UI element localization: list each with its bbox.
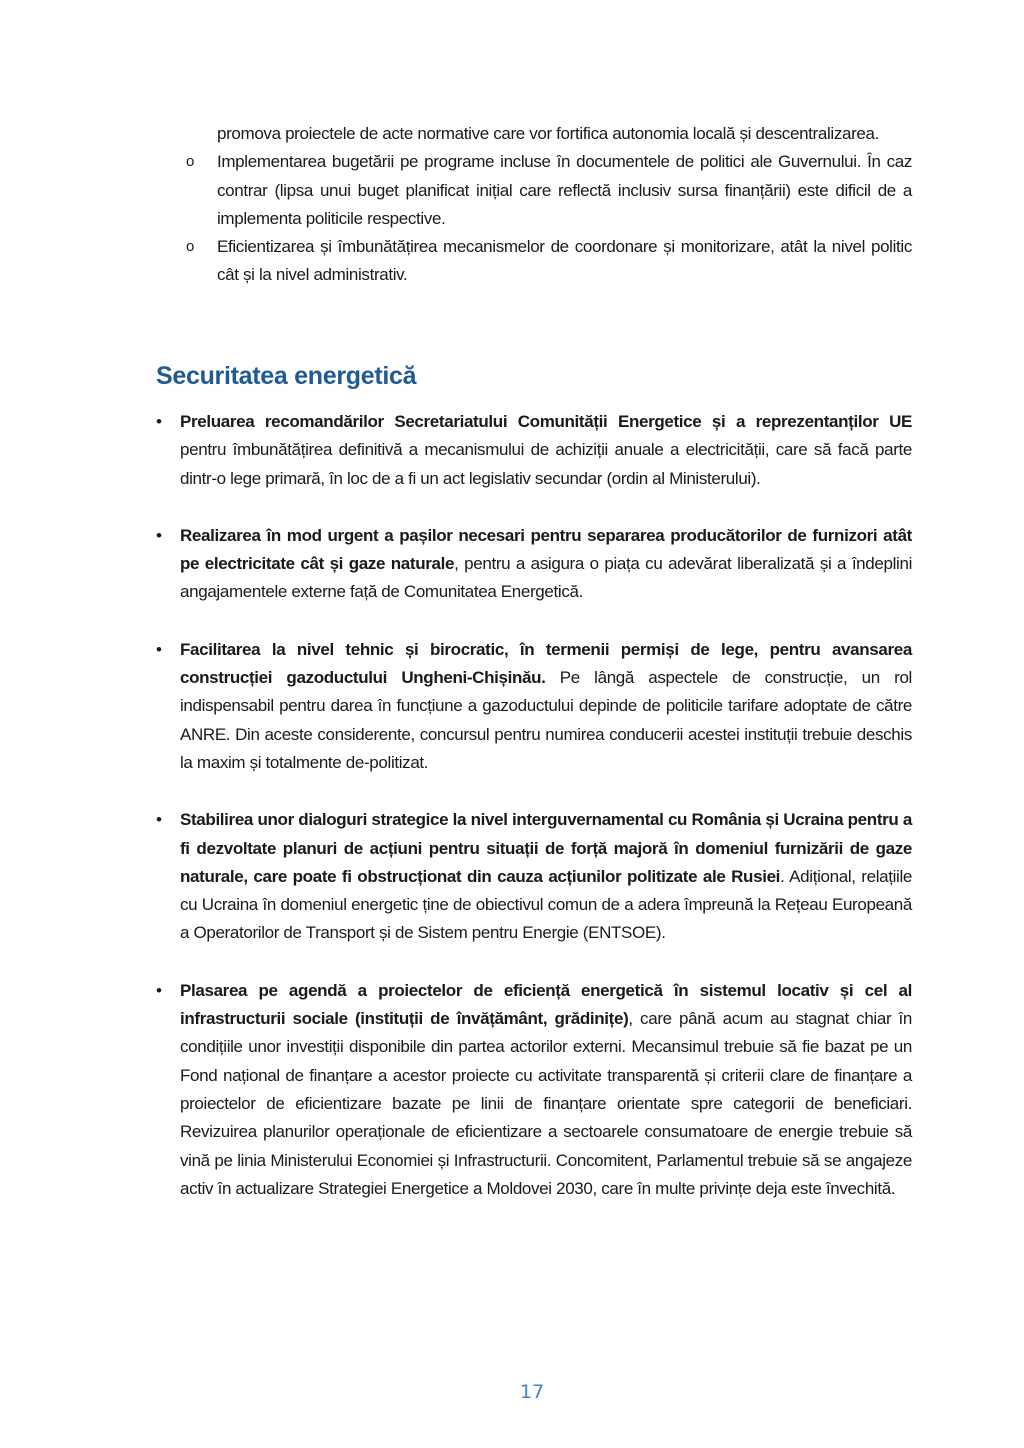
circle-bullet-icon: o [186,238,194,256]
recommendation-item [156,977,912,1203]
recommendation-item [156,636,912,777]
bullet-dot-icon: • [156,525,162,545]
bullet-dot-icon: • [156,810,162,830]
recommendation-text: . Adițional, relațiile cu Ucraina în domeniul energetic ține de obiectivul comun de a adera împreună la Rețeau Europeană a Operatorilor de Transport și de Sistem pentru Energie (ENTSOE). [180,866,913,943]
circle-bullet-icon: o [186,153,194,171]
sub-list-item [180,148,912,233]
section-heading: Securitatea energetică [156,362,417,390]
recommendation-text: pentru îmbunătățirea definitivă a mecanismului de achiziții anuale a electricității, care să facă parte dintr-o lege primară, în loc de a fi un act legislativ secundar (ordin al Ministerului). [180,440,912,488]
bullet-dot-icon: • [156,412,162,431]
sub-list-item-text: Implementarea bugetării pe programe incluse în documentele de politici ale Guvernului. În caz contrar (lipsa unui buget planificat inițial care reflectă inclusiv sursa finanțării) este dificil de a implementa politicile respective. [217,152,912,228]
sub-list [180,120,912,290]
recommendation-text: , pentru a asigura o piața cu adevărat liberalizată și a îndeplini angajamentele externe față de Comunitatea Energetică. [180,554,912,602]
recommendation-item [156,806,912,947]
recommendation-bold-lead: Preluarea recomandărilor Secretariatului Comunității Energetice și a reprezentanților UE [180,412,912,431]
sub-list-item-text: Eficientizarea și îmbunătățirea mecanismelor de coordonare și monitorizare, atât la nivel politic cât și la nivel administrativ. [217,237,912,285]
recommendation-bold-lead: Stabilirea unor dialoguri strategice la nivel interguvernamental cu România și Ucraina pentru a fi dezvoltate planuri de acțiuni pentru situații de forță majoră în domeniul furnizării de gaze naturale, care poate fi obstrucționat din cauza acțiunilor politizate ale Rusiei [180,810,912,886]
recommendation-text: Pe lângă aspectele de construcție, un rol indispensabil pentru darea în funcțiune a gazoductului depinde de politicile tarifare adoptate de către ANRE. Din aceste considerente, concursul pentru numirea conducerii acestei instituții trebuie deschis la maxim și totalmente de-politizat. [180,668,912,772]
bullet-dot-icon: • [156,639,162,659]
recommendation-list [156,408,912,1232]
page-number: 17 [519,1381,545,1403]
recommendation-text: , care până acum au stagnat chiar în condițiile unor investiții disponibile din partea actorilor externi. Mecansimul trebuie să fie bazat pe un Fond național de finanțare a acestor proiecte cu activitate transparentă și criterii clare de finanțare a proiectelor de eficientizare bazate pe linii de finanțare orientate spre categorii de beneficiari. Revizuirea planurilor operaționale de eficientizare a sectoarele consumatoare de energie trebuie să vină pe linia Ministerului Economiei și Infrastructurii. Concomitent, Parlamentul trebuie să se angajeze activ în actualizare Strategiei Energetice a Moldovei 2030, care în multe privințe deja este învechită. [180,1009,913,1198]
recommendation-bold-lead: Plasarea pe agendă a proiectelor de eficiență energetică în sistemul locativ și cel al infrastructurii sociale (instituții de învățământ, grădinițe) [180,980,912,1029]
recommendation-bold-lead: Realizarea în mod urgent a pașilor necesari pentru separarea producătorilor de furnizori atât pe electricitate cât și gaze naturale [180,525,912,574]
recommendation-bold-lead: Facilitarea la nivel tehnic și birocratic, în termenii permiși de lege, pentru avansarea construcției gazoductului Ungheni-Chișinău. [180,639,912,688]
recommendation-item [156,408,912,493]
bullet-dot-icon: • [156,980,162,1000]
recommendation-item [156,522,912,607]
sub-list-continuation: promova proiectele de acte normative care vor fortifica autonomia locală și descentralizarea. [217,124,879,143]
sub-list-item [180,233,912,290]
